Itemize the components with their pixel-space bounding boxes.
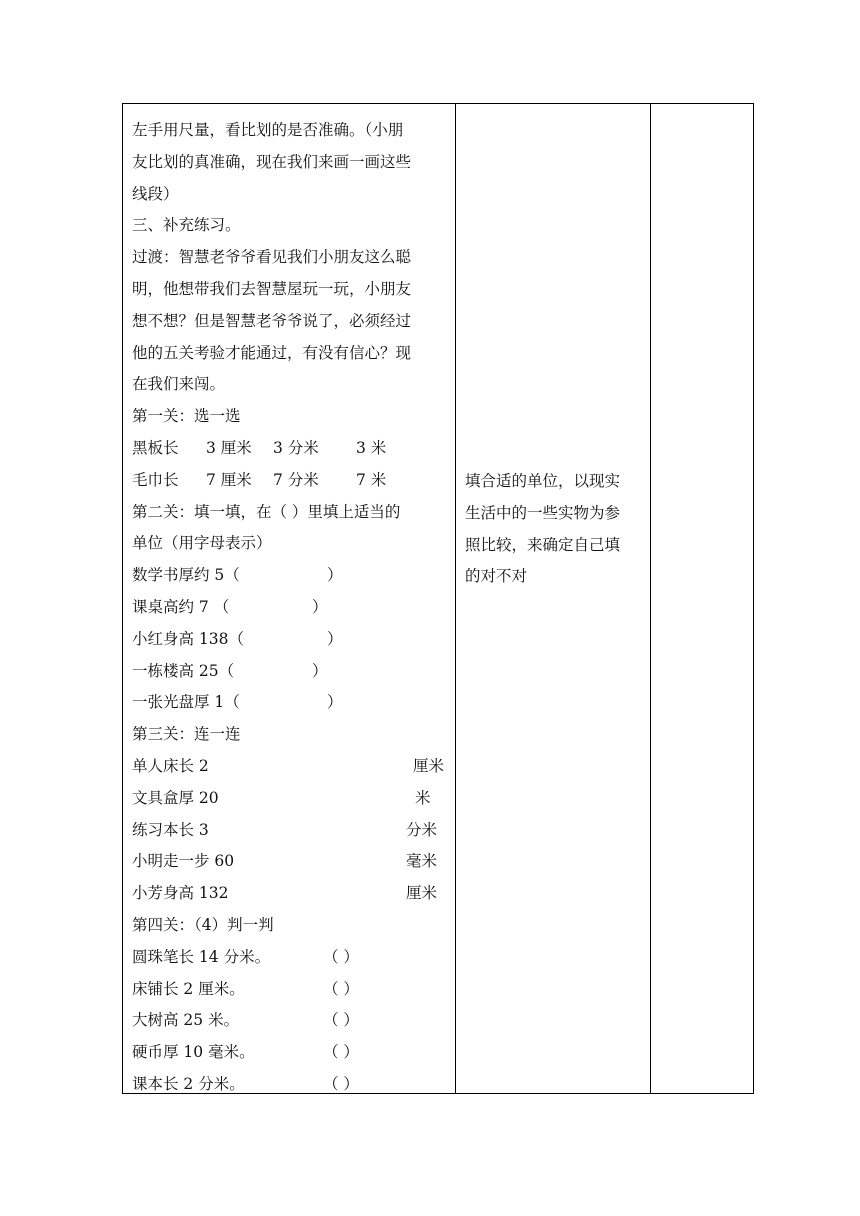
judge-paren: （ ） — [323, 979, 359, 998]
match-left: 小芳身高 132 — [132, 884, 229, 903]
match-left: 小明走一步 60 — [132, 852, 235, 871]
judge-row — [132, 1069, 454, 1101]
text-line: 在我们来闯。 — [132, 375, 226, 394]
fill-row — [132, 560, 454, 592]
section-heading: 三、补充练习。 — [132, 216, 241, 235]
choice-option: 3 分米 — [273, 438, 319, 457]
choice-option: 7 厘米 — [206, 470, 252, 489]
fill-row — [132, 592, 454, 624]
level3-title: 第三关：连一连 — [132, 725, 241, 744]
match-row — [132, 751, 454, 783]
fill-row — [132, 687, 454, 719]
choice-option: 3 厘米 — [206, 438, 252, 457]
fill-row — [132, 656, 454, 688]
fill-label: 小红身高 138（ — [132, 629, 245, 648]
teaching-process-cell — [132, 115, 454, 1101]
text-line: 照比较，来确定自己填 — [465, 535, 621, 554]
match-left: 文具盒厚 20 — [132, 788, 219, 807]
level2-title: 单位（用字母表示） — [132, 534, 272, 553]
text-line: 的对不对 — [465, 567, 528, 586]
fill-label: 一栋楼高 25（ — [132, 661, 235, 680]
match-left: 单人床长 2 — [132, 756, 209, 775]
judge-paren: （ ） — [323, 1074, 359, 1093]
choice-option: 7 米 — [356, 470, 387, 489]
match-row — [132, 878, 454, 910]
fill-paren-close: ） — [312, 661, 328, 680]
text-line: 过渡：智慧老爷爷看见我们小朋友这么聪 — [132, 248, 412, 267]
judge-paren: （ ） — [323, 947, 359, 966]
judge-text: 课本长 2 分米。 — [132, 1074, 245, 1093]
text-line: 线段） — [132, 184, 179, 203]
choice-row — [132, 465, 454, 497]
fill-paren-close: ） — [312, 597, 328, 616]
judge-text: 床铺长 2 厘米。 — [132, 979, 245, 998]
judge-text: 圆珠笔长 14 分米。 — [132, 947, 271, 966]
judge-text: 硬币厚 10 毫米。 — [132, 1043, 255, 1062]
judge-row — [132, 942, 454, 974]
design-intent-cell — [465, 466, 655, 593]
text-line: 想不想？但是智慧老爷爷说了，必须经过 — [132, 311, 412, 330]
match-right: 厘米 — [413, 756, 445, 775]
text-line: 填合适的单位，以现实 — [465, 472, 621, 490]
fill-row — [132, 624, 454, 656]
judge-row — [132, 1037, 454, 1069]
match-right: 米 — [415, 788, 431, 807]
judge-paren: （ ） — [323, 1011, 359, 1030]
fill-label: 数学书厚约 5（ — [132, 566, 240, 585]
choice-item: 毛巾长 — [132, 470, 179, 489]
choice-item: 黑板长 — [132, 438, 179, 457]
text-line: 他的五关考验才能通过，有没有信心？现 — [132, 343, 412, 362]
column-divider — [455, 104, 456, 1093]
judge-row — [132, 1005, 454, 1037]
judge-text: 大树高 25 米。 — [132, 1011, 240, 1030]
fill-paren-close: ） — [327, 629, 343, 648]
level2-title: 第二关：填一填，在（ ）里填上适当的 — [132, 502, 401, 521]
level4-title: 第四关：（4）判一判 — [132, 915, 274, 934]
match-right: 毫米 — [406, 852, 438, 871]
lesson-table — [122, 103, 754, 1094]
level1-title: 第一关：选一选 — [132, 407, 241, 426]
judge-row — [132, 974, 454, 1006]
fill-paren-close: ） — [327, 566, 343, 585]
match-row — [132, 846, 454, 878]
fill-label: 一张光盘厚 1（ — [132, 693, 240, 712]
text-line: 明，他想带我们去智慧屋玩一玩，小朋友 — [132, 279, 412, 298]
column-divider — [650, 104, 651, 1093]
choice-option: 7 分米 — [273, 470, 319, 489]
fill-paren-close: ） — [327, 693, 343, 712]
choice-row — [132, 433, 454, 465]
match-row — [132, 815, 454, 847]
text-line: 生活中的一些实物为参 — [465, 503, 621, 522]
choice-option: 3 米 — [356, 438, 387, 457]
fill-label: 课桌高约 7 （ — [132, 597, 230, 616]
match-right: 厘米 — [406, 884, 438, 903]
text-line: 左手用尺量，看比划的是否准确。（小朋 — [132, 121, 404, 139]
match-right: 分米 — [406, 820, 438, 839]
judge-paren: （ ） — [323, 1043, 359, 1062]
match-left: 练习本长 3 — [132, 820, 209, 839]
match-row — [132, 783, 454, 815]
text-line: 友比划的真准确，现在我们来画一画这些 — [132, 152, 412, 171]
